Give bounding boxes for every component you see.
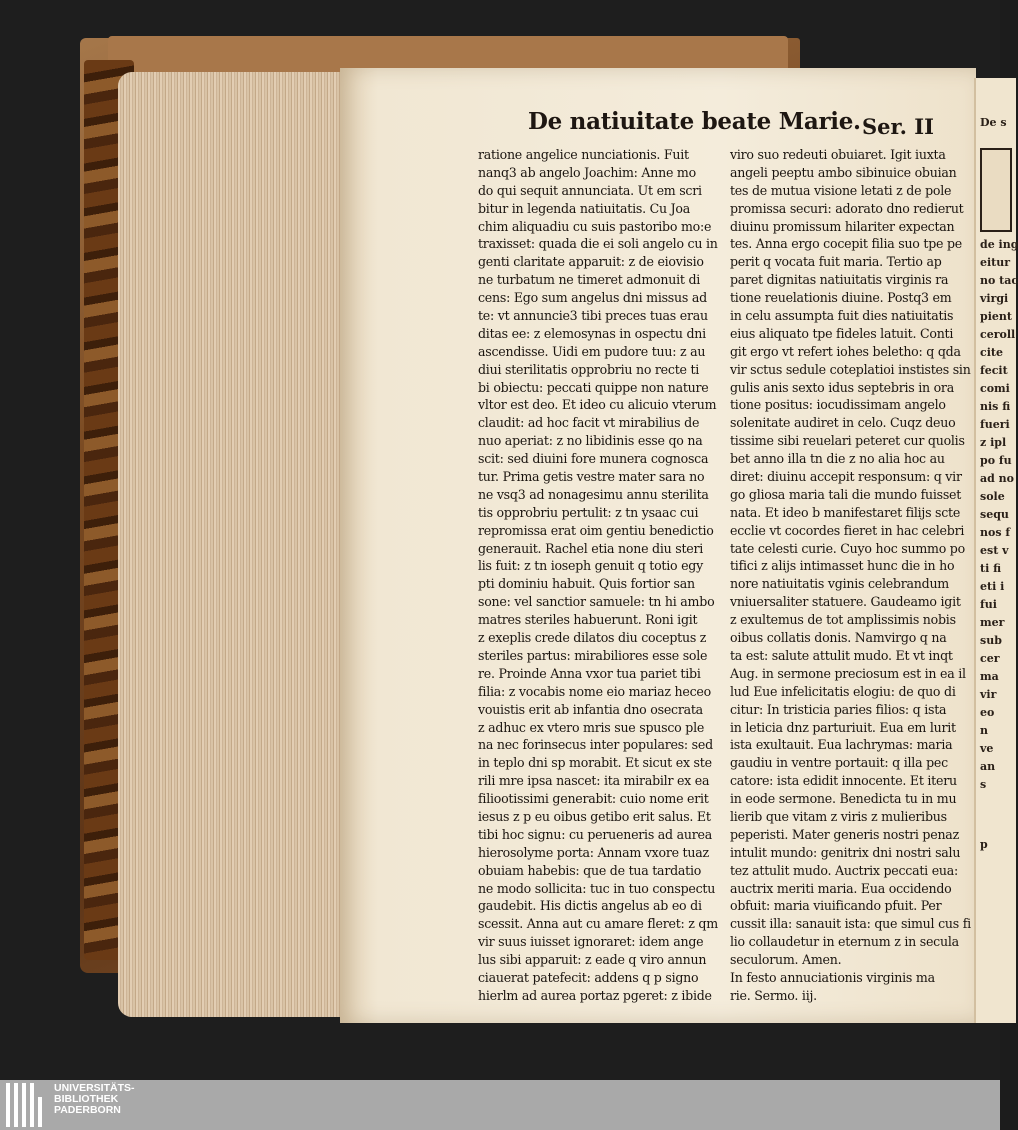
text-line: nore natiuitatis vginis celebrandum bbox=[730, 576, 950, 592]
text-line: z adhuc ex vtero mris sue spusco ple bbox=[478, 719, 705, 735]
adjacent-page-text: ma bbox=[980, 670, 999, 683]
text-line: bitur in legenda natiuitatis. Cu Joa bbox=[478, 200, 690, 216]
text-line: seculorum. Amen. bbox=[730, 952, 842, 968]
text-line: repromissa erat oim gentiu benedictio bbox=[478, 522, 714, 538]
adjacent-page-text: eti i bbox=[980, 580, 1005, 593]
text-line: chim aliquadiu cu suis pastoribo mo:e bbox=[478, 218, 712, 234]
text-line: z exeplis crede dilatos diu coceptus z bbox=[478, 630, 707, 646]
adjacent-page-text: po fu bbox=[980, 454, 1012, 467]
sermon-number: Ser. II bbox=[862, 114, 934, 139]
text-line: catore: ista edidit innocente. Et iteru bbox=[730, 773, 957, 789]
adjacent-page-text: est v bbox=[980, 544, 1009, 557]
adjacent-page-text: no tac bbox=[980, 274, 1018, 287]
text-line: angeli peeptu ambo sibinuice obuian bbox=[730, 164, 957, 180]
adjacent-page-text: sub bbox=[980, 634, 1002, 647]
text-line: do qui sequit annunciata. Ut em scri bbox=[478, 182, 702, 198]
text-line: citur: In tristicia paries filios: q ista bbox=[730, 701, 947, 717]
adjacent-page-text: fecit bbox=[980, 364, 1008, 377]
text-line: nanq3 ab angelo Joachim: Anne mo bbox=[478, 164, 696, 180]
text-line: viro suo redeuti obuiaret. Igit iuxta bbox=[730, 147, 946, 162]
adjacent-page-text: pient bbox=[980, 310, 1012, 323]
adjacent-page-text: nis fi bbox=[980, 400, 1011, 413]
adjacent-page-text: vir bbox=[980, 688, 997, 701]
text-line: paret dignitas natiuitatis virginis ra bbox=[730, 272, 949, 288]
text-line: go gliosa maria tali die mundo fuisset bbox=[730, 486, 962, 502]
text-line: git ergo vt refert iohes beletho: q qda bbox=[730, 343, 961, 359]
text-line: In festo annuciationis virginis ma bbox=[730, 969, 935, 985]
text-line: rili mre ipsa nascet: ita mirabilr ex ea bbox=[478, 773, 710, 789]
text-line: tes de mutua visione letati z de pole bbox=[730, 182, 952, 198]
adjacent-page-fragment bbox=[974, 78, 1016, 1023]
text-line: ta est: salute attulit mudo. Et vt inqt bbox=[730, 647, 953, 663]
adjacent-page-text: ceroll bbox=[980, 328, 1016, 341]
adjacent-page-text: comi bbox=[980, 382, 1010, 395]
text-line: lus sibi apparuit: z eade q viro annun bbox=[478, 952, 707, 968]
text-line: ciauerat patefecit: addens q p signo bbox=[478, 969, 699, 985]
text-line: tur. Prima getis vestre mater sara no bbox=[478, 469, 705, 485]
text-line: solenitate audiret in celo. Cuqz deuo bbox=[730, 415, 956, 431]
text-column-right bbox=[730, 146, 971, 1005]
text-line: in leticia dnz parturiuit. Eua em lurit bbox=[730, 719, 956, 735]
text-line: lis fuit: z tn ioseph genuit q totio egy bbox=[478, 558, 703, 574]
text-line: diuinu promissum hilariter expectan bbox=[730, 218, 955, 234]
text-line: vir sctus sedule coteplatioi instistes sin bbox=[730, 361, 971, 377]
text-line: lud Eue infelicitatis elogiu: de quo di bbox=[730, 683, 956, 699]
text-line: ne modo sollicita: tuc in tuo conspectu bbox=[478, 880, 716, 896]
text-line: pti dominiu habuit. Quis fortior san bbox=[478, 576, 695, 592]
initial-letter-frame bbox=[980, 148, 1012, 232]
library-name-line-2: BIBLIOTHEK bbox=[54, 1093, 119, 1105]
text-line: ne turbatum ne timeret admonuit di bbox=[478, 272, 701, 288]
adjacent-page-text: z ipl bbox=[980, 436, 1007, 449]
text-line: na nec forinsecus inter populares: sed bbox=[478, 737, 713, 753]
library-logo-icon bbox=[6, 1083, 46, 1127]
adjacent-page-text: cer bbox=[980, 652, 1000, 665]
text-line: ne vsq3 ad nonagesimu annu sterilita bbox=[478, 486, 709, 502]
text-line: in teplo dni sp morabit. Et sicut ex ste bbox=[478, 755, 712, 771]
text-line: vouistis erit ab infantia dno osecrata bbox=[478, 701, 703, 717]
library-name-line-1: UNIVERSITÄTS- bbox=[54, 1082, 135, 1094]
text-line: te: vt annuncie3 tibi preces tuas erau bbox=[478, 308, 708, 324]
text-line: vir suus iuisset ignoraret: idem ange bbox=[478, 934, 704, 950]
text-line: matres steriles habuerunt. Roni igit bbox=[478, 612, 698, 628]
adjacent-page-text: virgi bbox=[980, 292, 1009, 305]
running-head-title: De natiuitate beate Marie. bbox=[528, 108, 861, 135]
text-line: in celu assumpta fuit dies natiuitatis bbox=[730, 308, 954, 324]
text-line: auctrix meriti maria. Eua occidendo bbox=[730, 880, 952, 896]
text-line: hierosolyme porta: Annam vxore tuaz bbox=[478, 844, 709, 860]
text-line: scit: sed diuini fore munera cognosca bbox=[478, 451, 709, 467]
adjacent-page-text: De s bbox=[980, 116, 1007, 129]
text-line: generauit. Rachel etia none diu steri bbox=[478, 540, 704, 556]
page-block-edge bbox=[118, 72, 370, 1017]
text-column-left bbox=[478, 146, 728, 1005]
adjacent-page-text: s bbox=[980, 778, 987, 791]
adjacent-page-text: sole bbox=[980, 490, 1005, 503]
text-line: perit q vocata fuit maria. Tertio ap bbox=[730, 254, 942, 270]
text-line: promissa securi: adorato dno redierut bbox=[730, 200, 964, 216]
text-line: intulit mundo: genitrix dni nostri salu bbox=[730, 844, 961, 860]
text-line: lio collaudetur in eternum z in secula bbox=[730, 934, 959, 950]
text-line: oibus collatis donis. Namvirgo q na bbox=[730, 630, 947, 646]
text-line: vniuersaliter statuere. Gaudeamo igit bbox=[730, 594, 961, 610]
text-line: re. Proinde Anna vxor tua pariet tibi bbox=[478, 665, 701, 681]
text-line: hierlm ad aurea portaz pgeret: z ibide bbox=[478, 987, 712, 1003]
text-line: gulis anis sexto idus septebris in ora bbox=[730, 379, 954, 395]
text-line: steriles partus: mirabiliores esse sole bbox=[478, 647, 708, 663]
text-line: rie. Sermo. iij. bbox=[730, 987, 817, 1003]
text-line: tione reuelationis diuine. Postq3 em bbox=[730, 290, 952, 306]
text-line: diret: diuinu accepit responsum: q vir bbox=[730, 469, 962, 485]
text-line: obfuit: maria viuificando pfuit. Per bbox=[730, 898, 942, 914]
text-line: Aug. in sermone preciosum est in ea il bbox=[730, 665, 966, 681]
text-line: tione positus: iocudissimam angelo bbox=[730, 397, 946, 413]
adjacent-page-text: an bbox=[980, 760, 996, 773]
text-line: cens: Ego sum angelus dni missus ad bbox=[478, 290, 707, 306]
library-name bbox=[54, 1083, 135, 1116]
text-line: ascendisse. Uidi em pudore tuu: z au bbox=[478, 343, 706, 359]
text-line: peperisti. Mater generis nostri penaz bbox=[730, 826, 959, 842]
text-line: obuiam habebis: que de tua tardatio bbox=[478, 862, 702, 878]
text-line: iesus z p eu oibus getibo erit salus. Et bbox=[478, 808, 711, 824]
text-line: tes. Anna ergo cocepit filia suo tpe pe bbox=[730, 236, 962, 252]
adjacent-page-text: ti fi bbox=[980, 562, 1002, 575]
adjacent-page-text: mer bbox=[980, 616, 1005, 629]
adjacent-page-text: fui bbox=[980, 598, 997, 611]
text-line: tibi hoc signu: cu perueneris ad aurea bbox=[478, 826, 712, 842]
library-footer-bar bbox=[0, 1080, 1000, 1130]
text-line: filiootissimi generabit: cuio nome erit bbox=[478, 791, 709, 807]
text-line: ratione angelice nunciationis. Fuit bbox=[478, 147, 689, 162]
text-line: traxisset: quada die ei soli angelo cu in bbox=[478, 236, 718, 252]
text-line: tez attulit mudo. Auctrix peccati eua: bbox=[730, 862, 959, 878]
text-line: nata. Et ideo b manifestaret filijs scte bbox=[730, 504, 961, 520]
adjacent-page-text: sequ bbox=[980, 508, 1009, 521]
library-name-line-3: PADERBORN bbox=[54, 1104, 121, 1116]
adjacent-page-text: ad no bbox=[980, 472, 1014, 485]
adjacent-page-text: de ing bbox=[980, 238, 1018, 251]
text-line: scessit. Anna aut cu amare fleret: z qm bbox=[478, 916, 718, 932]
text-line: bet anno illa tn die z no alia hoc au bbox=[730, 451, 945, 467]
text-line: lierib que vitam z viris z mulieribus bbox=[730, 808, 947, 824]
text-line: ditas ee: z elemosynas in ospectu dni bbox=[478, 325, 706, 341]
text-line: gaudebit. His dictis angelus ab eo di bbox=[478, 898, 702, 914]
adjacent-page-text: n bbox=[980, 724, 988, 737]
text-line: eius aliquato tpe fideles latuit. Conti bbox=[730, 325, 954, 341]
text-line: diui sterilitatis opprobriu no recte ti bbox=[478, 361, 700, 377]
text-line: tissime sibi reuelari peteret cur quolis bbox=[730, 433, 965, 449]
adjacent-page-text: ve bbox=[980, 742, 994, 755]
text-line: nuo aperiat: z no libidinis esse qo na bbox=[478, 433, 703, 449]
adjacent-page-text: cite bbox=[980, 346, 1003, 359]
text-line: sone: vel sanctior samuele: tn hi ambo bbox=[478, 594, 715, 610]
adjacent-page-text: eitur bbox=[980, 256, 1011, 269]
text-line: in eode sermone. Benedicta tu in mu bbox=[730, 791, 957, 807]
text-line: claudit: ad hoc facit vt mirabilius de bbox=[478, 415, 700, 431]
adjacent-page-text: nos f bbox=[980, 526, 1011, 539]
text-line: tate celesti curie. Cuyo hoc summo po bbox=[730, 540, 965, 556]
text-line: ecclie vt cocordes fieret in hac celebri bbox=[730, 522, 965, 538]
text-line: genti claritate apparuit: z de eiovisio bbox=[478, 254, 704, 270]
adjacent-page-text: fueri bbox=[980, 418, 1010, 431]
text-line: tis opprobriu pertulit: z tn ysaac cui bbox=[478, 504, 699, 520]
adjacent-page-text: p bbox=[980, 838, 988, 851]
text-line: ista exultauit. Eua lachrymas: maria bbox=[730, 737, 953, 753]
text-line: filia: z vocabis nome eio mariaz heceo bbox=[478, 683, 711, 699]
text-line: vltor est deo. Et ideo cu alicuio vterum bbox=[478, 397, 717, 413]
text-line: cussit illa: sanauit ista: que simul cus fi bbox=[730, 916, 971, 932]
adjacent-page-text: eo bbox=[980, 706, 995, 719]
text-line: z exultemus de tot amplissimis nobis bbox=[730, 612, 956, 628]
text-line: gaudiu in ventre portauit: q illa pec bbox=[730, 755, 948, 771]
text-line: tifici z alijs intimasset hunc die in ho bbox=[730, 558, 955, 574]
text-line: bi obiectu: peccati quippe non nature bbox=[478, 379, 709, 395]
